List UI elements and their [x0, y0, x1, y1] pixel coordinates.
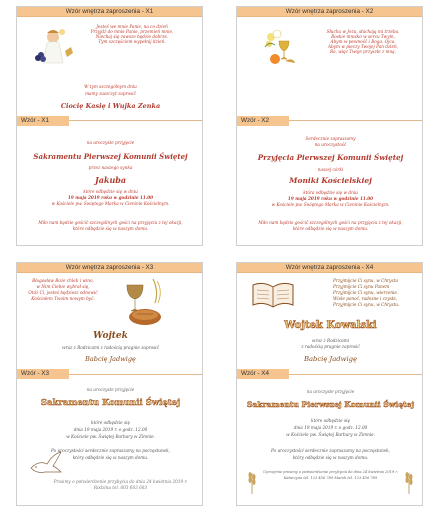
- variant-tag: Wzór - X1: [17, 116, 69, 126]
- invitation-card-x4: [236, 262, 423, 506]
- footer-line: Uprzejmie prosimy o potwierdzenie przybycia do dnia 24 kwietnia 2019 r.: [263, 470, 398, 474]
- detail-line: które odbędzie się: [91, 420, 130, 425]
- verse-line: Abym w pieczy Twojej Pan dzień,: [327, 44, 399, 49]
- closing-line: które odbędzie się w naszym domu.: [292, 226, 369, 231]
- card-header: Wzór wnętrza zaproszenia - X4: [237, 263, 422, 273]
- verse-line: Przyjmijcie Ci synu, wierzenie.: [333, 290, 399, 295]
- closing-line: który odbędzie się w naszym domu.: [292, 455, 369, 460]
- verse-line: Tym szczęściem wypełnij dzień.: [98, 39, 166, 44]
- guest-name: Wojtek: [93, 331, 128, 341]
- by-line: przez naszego synka: [88, 165, 133, 170]
- event-title: Przyjęcia Pierwszej Komunii Świętej: [257, 153, 404, 162]
- variant-tag: Wzór - X3: [17, 369, 69, 379]
- event-place: w Kościele pw. Świętego Marka w Cieninie Kościelnym.: [51, 201, 170, 206]
- by-line: naszej córki: [317, 167, 344, 172]
- closing-line: który odbędzie się w naszym domu.: [72, 455, 149, 460]
- child-name: Jakuba: [94, 175, 127, 185]
- chalice-bread-picture: [113, 277, 171, 327]
- footer-line: Katarzyna tel. 123 456 789 Marek tel. 123 456 789: [283, 476, 378, 480]
- invitation-card-x3: [16, 262, 203, 506]
- verse-line: Słucha w Jezu, słuchają mi trzeba,: [326, 29, 400, 34]
- invitation-card-x2: [236, 6, 423, 246]
- closing-line: Miło nam będzie gościć szczególnych gości na przyjęciu z tej okazji,: [258, 220, 403, 225]
- event-place: w Kościele pw. Świętej Barbary w Zimnie.: [286, 432, 375, 437]
- guest-name: Wojtek Kowalski: [284, 320, 377, 331]
- event-date: dnia 19 maja 2019 r. o godz. 12.00: [293, 425, 368, 430]
- guest-names: Ciocię Kasię i Wujka Zenka: [60, 102, 161, 110]
- child-name: Moniki Kościelskiej: [289, 176, 372, 185]
- detail-line: która odbędzie się w dniu: [303, 190, 358, 195]
- closing-line: Po uroczystości serdecznie zapraszamy na poczęstunek,: [50, 448, 171, 453]
- invitation-card-x1: [16, 6, 203, 246]
- card-header: Wzór wnętrza zaproszenia - X1: [17, 7, 202, 17]
- invite-to: na uroczyste przyjęcie: [306, 389, 355, 394]
- guest2-name: Babcię Jadwigę: [303, 355, 358, 363]
- open-bible-picture: [251, 279, 295, 309]
- event-title: Sakramentu Pierwszej Komunii Świętej: [246, 400, 415, 409]
- event-place: w Kościele pw. Świętego Marka w Cieninie Kościelnym.: [271, 202, 390, 207]
- dove-icon: [27, 450, 65, 478]
- verse-line: Wiele ponoć, radosne i czyste,: [333, 296, 398, 301]
- invite-line: W tym szczególnym dniu: [84, 84, 137, 89]
- card-header: Wzór wnętrza zaproszenia - X2: [237, 7, 422, 17]
- guest-subline: z radością pragnie zaprosić: [301, 344, 360, 349]
- footer-line: Rodzina tel. 603 603 603: [93, 485, 148, 490]
- closing-line: które odbędzie się w naszym domu.: [72, 226, 149, 231]
- closing-line: Miło nam będzie gościć szczególnych gości na przyjęciu z tej okazji,: [38, 220, 183, 225]
- closing-line: Po uroczystości serdecznie zapraszamy na poczęstunek,: [270, 448, 391, 453]
- detail-line: które odbędzie się: [311, 418, 350, 423]
- verse-line: Kościołem Twoim nowym być.: [31, 296, 95, 301]
- intro-line: na uroczystość: [314, 142, 347, 147]
- event-date: dnia 19 maja 2019 r. o godz. 12.00: [73, 427, 148, 432]
- intro-line: Serdecznie zapraszamy: [305, 136, 356, 141]
- guest-subline: wraz z Rodzicami z radością pragnie zaprosić: [62, 345, 159, 350]
- invite-to: na uroczyste przyjęcie: [86, 387, 135, 392]
- guest-subline: wraz z Rodzicami: [311, 338, 350, 343]
- verse-line: Jesteś we mnie Panie, na co dzień: [96, 24, 168, 29]
- wheat-icon: [400, 467, 418, 495]
- verse-line: Niechaj się zawsze będzie dobrze.: [95, 34, 169, 39]
- event-title: Sakramentu Pierwszej Komunii Świętej: [33, 152, 188, 161]
- detail-line: które odbędzie się w dniu: [83, 189, 138, 194]
- verse-line: Przyjmijcie Ci synu, w Chrystu: [333, 278, 398, 283]
- chalice-flowers-picture: [259, 27, 299, 67]
- event-date: 19 maja 2019 roku w godzinie 11.00: [287, 196, 374, 201]
- invite-line: mamy zaszczyt zaprosić: [85, 91, 136, 96]
- event-title: Sakramentu Komunii Świętej: [40, 398, 181, 408]
- verse-line: Abym w pewność i Boga, Ojca.: [330, 39, 396, 44]
- event-date: 19 maja 2019 roku w godzinie 11.00: [67, 195, 154, 200]
- variant-tag: Wzór - X4: [237, 369, 289, 379]
- first-communion-boy-picture: [33, 25, 75, 65]
- event-place: w Kościele pw. Świętej Barbary w Zimnie.: [66, 434, 155, 439]
- verse-line: Boskie mnisko w sercu Twym,: [331, 34, 395, 39]
- footer-line: Prosimy o potwierdzenie przybycia do dnia 24 kwietnia 2019 r.: [53, 479, 188, 484]
- card-header: Wzór wnętrza zaproszenia - X3: [17, 263, 202, 273]
- guest2-name: Babcię Jadwigę: [85, 355, 136, 363]
- verse-line: Otóż Ci, jesteś będziesz odnowić: [28, 290, 98, 295]
- verse-line: w Nim Ciebie wybrał się,: [36, 284, 90, 289]
- verse-line: Przyjmijcie Ci synu Panem: [333, 284, 390, 289]
- verse-line: Błogosław Boże chleb i wino,: [32, 278, 94, 283]
- verse-line: Przyjmijcie Ci synu, w Chrystu.: [333, 302, 400, 307]
- invite-to: na uroczyste przyjęcie: [86, 140, 135, 145]
- variant-tag: Wzór - X2: [237, 116, 289, 126]
- verse-line: Przyjdź do mnie Panie, przemień mnie,: [90, 29, 174, 34]
- verse-line: Bo, więc Twoje przyszłe z mną.: [329, 49, 396, 54]
